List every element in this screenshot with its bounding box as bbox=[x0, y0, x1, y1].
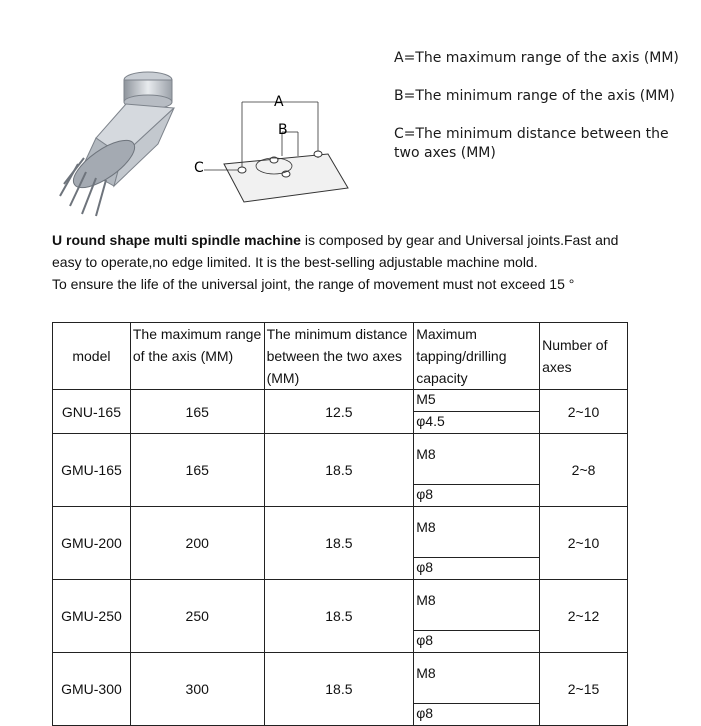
table-row bbox=[53, 580, 628, 631]
cell-min-distance: 18.5 bbox=[264, 580, 414, 653]
cell-model: GMU-200 bbox=[53, 507, 131, 580]
table-row bbox=[53, 507, 628, 558]
cell-tap: M8 bbox=[414, 507, 540, 558]
cell-max-range: 165 bbox=[130, 434, 264, 507]
cell-axes: 2~10 bbox=[540, 507, 628, 580]
dimension-label-c: C bbox=[194, 160, 204, 176]
header-min-distance: The minimum distance between the two axes (MM) bbox=[264, 323, 414, 390]
usage-note: To ensure the life of the universal joint, the range of movement must not exceed 15 ° bbox=[52, 276, 575, 292]
table-row bbox=[53, 390, 628, 412]
cell-tap: M5 bbox=[414, 390, 540, 412]
table-row bbox=[53, 434, 628, 485]
cell-tap: M8 bbox=[414, 653, 540, 704]
dimension-legend bbox=[394, 49, 694, 182]
cell-max-range: 300 bbox=[130, 653, 264, 726]
cell-drill: φ8 bbox=[414, 485, 540, 507]
cell-min-distance: 18.5 bbox=[264, 507, 414, 580]
product-description bbox=[52, 229, 642, 295]
cell-axes: 2~10 bbox=[540, 390, 628, 434]
legend-b: B=The minimum range of the axis (MM) bbox=[394, 88, 675, 104]
legend-c: C=The minimum distance between the two axes (MM) bbox=[394, 126, 669, 161]
cell-drill: φ4.5 bbox=[414, 412, 540, 434]
header-model: model bbox=[53, 323, 131, 390]
cell-drill: φ8 bbox=[414, 558, 540, 580]
header-axes: Number of axes bbox=[540, 323, 628, 390]
cell-model: GNU-165 bbox=[53, 390, 131, 434]
spec-table bbox=[52, 322, 628, 726]
cell-max-range: 165 bbox=[130, 390, 264, 434]
cell-max-range: 200 bbox=[130, 507, 264, 580]
table-row bbox=[53, 653, 628, 704]
header-capacity: Maximum tapping/drilling capacity bbox=[414, 323, 540, 390]
dimension-label-b: B bbox=[278, 122, 288, 138]
product-name: U round shape multi spindle machine bbox=[52, 232, 301, 248]
table-header-row bbox=[53, 323, 628, 390]
cell-min-distance: 18.5 bbox=[264, 653, 414, 726]
legend-a: A=The maximum range of the axis (MM) bbox=[394, 50, 679, 66]
cell-drill: φ8 bbox=[414, 704, 540, 726]
cell-tap: M8 bbox=[414, 580, 540, 631]
cell-axes: 2~15 bbox=[540, 653, 628, 726]
cell-drill: φ8 bbox=[414, 631, 540, 653]
cell-min-distance: 18.5 bbox=[264, 434, 414, 507]
product-description-text: is composed by gear and Universal joints.Fast and easy to operate,no edge limited. It is the best-selling adjustable machine mold. bbox=[52, 232, 619, 270]
cell-model: GMU-250 bbox=[53, 580, 131, 653]
cell-max-range: 250 bbox=[130, 580, 264, 653]
dimension-label-a: A bbox=[274, 94, 284, 110]
header-max-range: The maximum range of the axis (MM) bbox=[130, 323, 264, 390]
cell-model: GMU-165 bbox=[53, 434, 131, 507]
multi-spindle-head-photo bbox=[56, 68, 188, 218]
cell-min-distance: 12.5 bbox=[264, 390, 414, 434]
cell-axes: 2~8 bbox=[540, 434, 628, 507]
cell-model: GMU-300 bbox=[53, 653, 131, 726]
cell-tap: M8 bbox=[414, 434, 540, 485]
cell-axes: 2~12 bbox=[540, 580, 628, 653]
dimension-diagram bbox=[190, 86, 360, 210]
